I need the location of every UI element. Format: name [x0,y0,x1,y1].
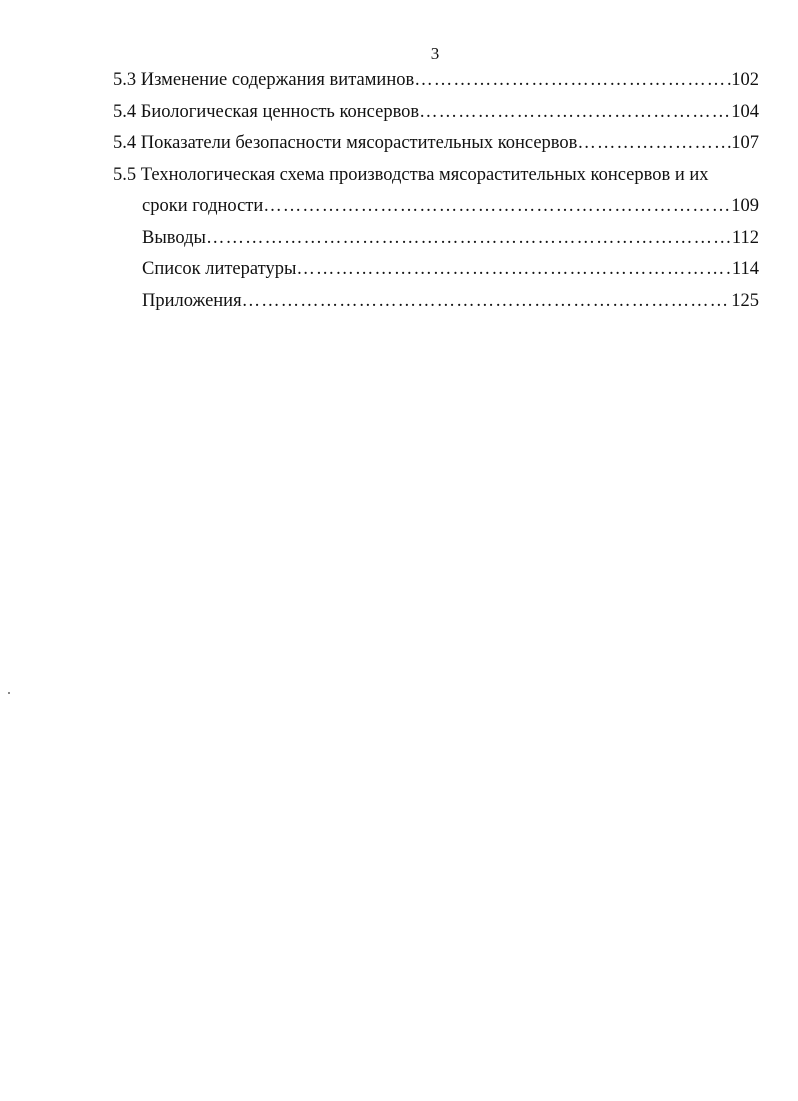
scan-speck [8,692,10,694]
toc-entry-page: 109 [731,196,759,216]
toc-entry-title: Выводы [142,227,206,248]
toc-entry-title: 5.5 Технологическая схема производства мясорастительных консервов и их [113,164,709,185]
dot-leader [296,259,732,280]
dot-leader [419,102,731,123]
dot-leader [206,228,732,249]
toc-entry-title: 5.4 Биологическая ценность консервов [113,101,420,122]
toc-entry [113,228,759,260]
toc-entry-page: 114 [731,259,759,279]
toc-entry-title: сроки годности [142,196,264,216]
dot-leader [263,196,731,217]
dot-leader [414,70,731,91]
toc-entry [113,133,759,165]
toc-entry-title: 5.4 Показатели безопасности мясорастительных консервов [113,133,578,153]
toc-entry-line1 [113,165,759,197]
toc-entry [113,291,759,323]
toc-entry-page: 102 [731,70,759,90]
toc-entry-title: Приложения [142,290,242,311]
table-of-contents [113,70,759,322]
toc-entry [113,259,759,291]
toc-entry-page: 107 [731,133,759,153]
toc-entry-page: 125 [731,290,759,311]
dot-leader [242,291,732,312]
toc-entry-title: 5.3 Изменение содержания витаминов [113,70,415,90]
toc-entry-title: Список литературы [142,259,297,279]
toc-entry [113,70,759,102]
toc-entry-line2 [113,196,759,228]
toc-entry-page: 104 [731,101,759,122]
toc-entry [113,102,759,134]
page-number: 3 [430,44,440,63]
toc-entry-page: 112 [731,227,759,248]
dot-leader [577,133,731,154]
